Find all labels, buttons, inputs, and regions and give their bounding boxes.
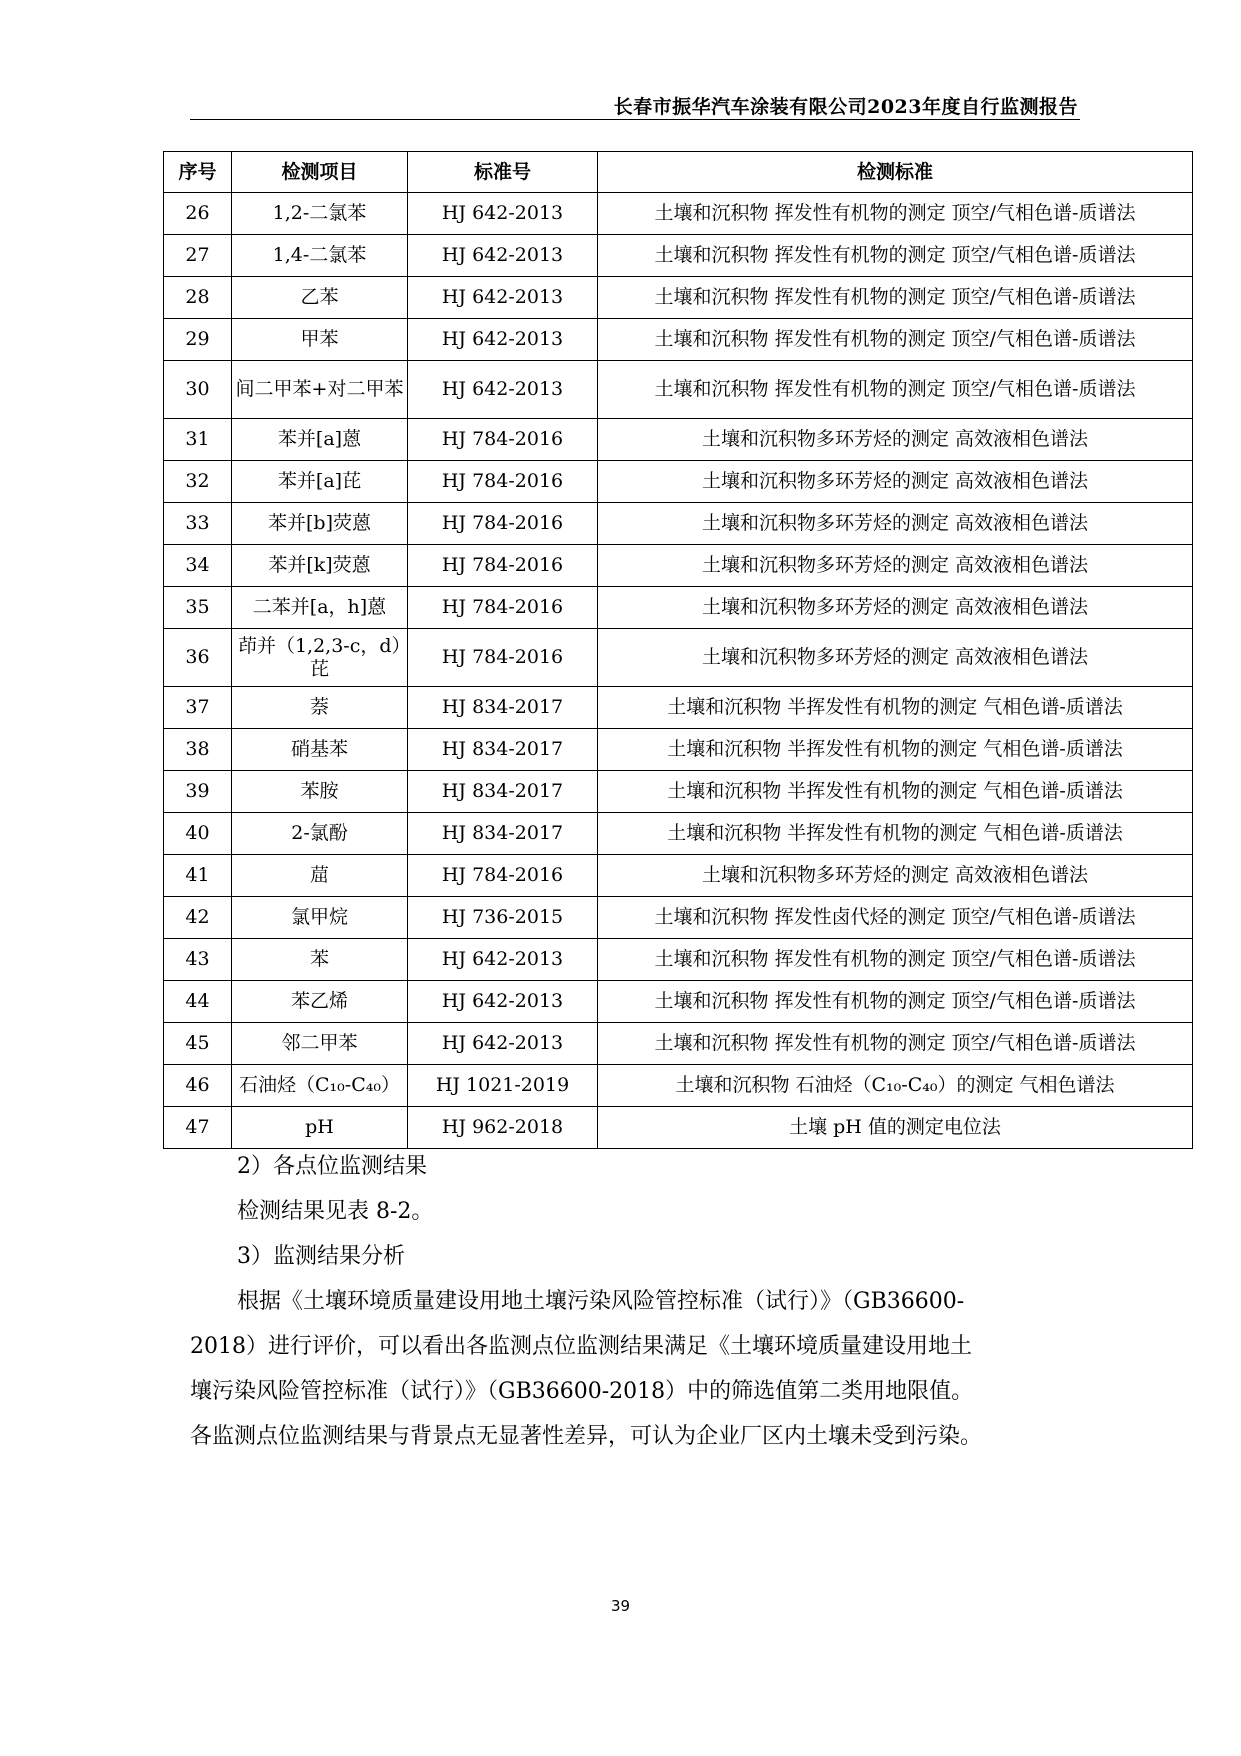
cell-no: 29 [164,319,232,361]
cell-no: 30 [164,361,232,419]
cell-standard: HJ 642-2013 [408,1023,598,1065]
cell-method: 土壤和沉积物多环芳烃的测定 高效液相色谱法 [598,629,1193,687]
cell-standard: HJ 642-2013 [408,277,598,319]
cell-item: 1,2-二氯苯 [232,193,408,235]
cell-method: 土壤和沉积物 挥发性有机物的测定 顶空/气相色谱-质谱法 [598,1023,1193,1065]
table-body [164,193,1193,1149]
table-row [164,587,1193,629]
page-number: 39 [610,1597,631,1615]
cell-no: 47 [164,1107,232,1149]
report-header-title: 长春市振华汽车涂装有限公司2023年度自行监测报告 [613,96,1078,118]
cell-item: 石油烃（C₁₀-C₄₀） [232,1065,408,1107]
cell-no: 31 [164,419,232,461]
cell-method: 土壤和沉积物多环芳烃的测定 高效液相色谱法 [598,545,1193,587]
cell-method: 土壤 pH 值的测定电位法 [598,1107,1193,1149]
cell-standard: HJ 642-2013 [408,235,598,277]
cell-item: 甲苯 [232,319,408,361]
cell-method: 土壤和沉积物 挥发性有机物的测定 顶空/气相色谱-质谱法 [598,277,1193,319]
cell-method: 土壤和沉积物多环芳烃的测定 高效液相色谱法 [598,503,1193,545]
cell-item: 苯乙烯 [232,981,408,1023]
body-text [190,1144,1080,1459]
cell-item: 萘 [232,687,408,729]
cell-method: 土壤和沉积物 挥发性有机物的测定 顶空/气相色谱-质谱法 [598,193,1193,235]
cell-standard: HJ 962-2018 [408,1107,598,1149]
cell-no: 37 [164,687,232,729]
cell-item: 苯胺 [232,771,408,813]
cell-method: 土壤和沉积物 石油烃（C₁₀-C₄₀）的测定 气相色谱法 [598,1065,1193,1107]
cell-standard: HJ 642-2013 [408,319,598,361]
cell-no: 43 [164,939,232,981]
cell-standard: HJ 834-2017 [408,729,598,771]
cell-no: 35 [164,587,232,629]
cell-standard: HJ 834-2017 [408,687,598,729]
cell-standard: HJ 736-2015 [408,897,598,939]
cell-no: 42 [164,897,232,939]
section-heading-results: 2）各点位监测结果 [237,1154,427,1179]
cell-standard: HJ 834-2017 [408,813,598,855]
analysis-line: 根据《土壤环境质量建设用地土壤污染风险管控标准（试行）》（GB36600- [237,1289,965,1314]
cell-standard: HJ 642-2013 [408,981,598,1023]
cell-standard: HJ 642-2013 [408,939,598,981]
cell-item: 茚并（1,2,3-c，d）芘 [232,629,408,687]
cell-item: 1,4-二氯苯 [232,235,408,277]
analysis-line: 2018）进行评价，可以看出各监测点位监测结果满足《土壤环境质量建设用地土 [190,1334,972,1359]
cell-standard: HJ 642-2013 [408,361,598,419]
cell-no: 36 [164,629,232,687]
cell-item: 苯并[a]芘 [232,461,408,503]
table-row [164,461,1193,503]
cell-method: 土壤和沉积物 挥发性有机物的测定 顶空/气相色谱-质谱法 [598,939,1193,981]
header-divider [190,119,1080,120]
cell-method: 土壤和沉积物 挥发性有机物的测定 顶空/气相色谱-质谱法 [598,981,1193,1023]
cell-item: 苯并[k]荧蒽 [232,545,408,587]
table-row [164,193,1193,235]
table-row [164,729,1193,771]
table-row [164,981,1193,1023]
table-row [164,629,1193,687]
table-row [164,855,1193,897]
table-row [164,771,1193,813]
cell-method: 土壤和沉积物多环芳烃的测定 高效液相色谱法 [598,855,1193,897]
cell-item: pH [232,1107,408,1149]
cell-method: 土壤和沉积物 半挥发性有机物的测定 气相色谱-质谱法 [598,687,1193,729]
cell-standard: HJ 642-2013 [408,193,598,235]
table-row [164,897,1193,939]
cell-standard: HJ 784-2016 [408,629,598,687]
cell-no: 34 [164,545,232,587]
table-row [164,813,1193,855]
col-header-no: 序号 [164,152,232,193]
table-row [164,1065,1193,1107]
cell-method: 土壤和沉积物 挥发性卤代烃的测定 顶空/气相色谱-质谱法 [598,897,1193,939]
cell-method: 土壤和沉积物多环芳烃的测定 高效液相色谱法 [598,419,1193,461]
cell-standard: HJ 784-2016 [408,587,598,629]
monitoring-items-table [163,151,1193,1149]
cell-standard: HJ 1021-2019 [408,1065,598,1107]
table-row [164,545,1193,587]
cell-no: 40 [164,813,232,855]
cell-item: 间二甲苯+对二甲苯 [232,361,408,419]
table-header-row [164,152,1193,193]
cell-no: 45 [164,1023,232,1065]
results-reference: 检测结果见表 8-2。 [237,1199,434,1224]
cell-no: 39 [164,771,232,813]
cell-method: 土壤和沉积物 半挥发性有机物的测定 气相色谱-质谱法 [598,813,1193,855]
cell-item: 苯 [232,939,408,981]
cell-no: 26 [164,193,232,235]
cell-method: 土壤和沉积物 挥发性有机物的测定 顶空/气相色谱-质谱法 [598,319,1193,361]
cell-standard: HJ 834-2017 [408,771,598,813]
cell-method: 土壤和沉积物 半挥发性有机物的测定 气相色谱-质谱法 [598,771,1193,813]
col-header-item: 检测项目 [232,152,408,193]
table-row [164,419,1193,461]
table-row [164,319,1193,361]
cell-standard: HJ 784-2016 [408,419,598,461]
cell-item: 邻二甲苯 [232,1023,408,1065]
cell-item: 乙苯 [232,277,408,319]
table-row [164,503,1193,545]
cell-no: 28 [164,277,232,319]
cell-method: 土壤和沉积物 半挥发性有机物的测定 气相色谱-质谱法 [598,729,1193,771]
cell-no: 46 [164,1065,232,1107]
cell-item: 䓛 [232,855,408,897]
table-row [164,277,1193,319]
cell-no: 32 [164,461,232,503]
table-row [164,1023,1193,1065]
table-row [164,1107,1193,1149]
table-row [164,235,1193,277]
cell-method: 土壤和沉积物 挥发性有机物的测定 顶空/气相色谱-质谱法 [598,235,1193,277]
cell-method: 土壤和沉积物多环芳烃的测定 高效液相色谱法 [598,461,1193,503]
cell-standard: HJ 784-2016 [408,545,598,587]
cell-item: 2-氯酚 [232,813,408,855]
cell-no: 38 [164,729,232,771]
cell-item: 苯并[a]蒽 [232,419,408,461]
cell-no: 33 [164,503,232,545]
cell-item: 二苯并[a，h]蒽 [232,587,408,629]
cell-item: 氯甲烷 [232,897,408,939]
analysis-line: 壤污染风险管控标准（试行）》（GB36600-2018）中的筛选值第二类用地限值。 [190,1379,974,1404]
col-header-method: 检测标准 [598,152,1193,193]
cell-standard: HJ 784-2016 [408,855,598,897]
cell-standard: HJ 784-2016 [408,503,598,545]
cell-no: 44 [164,981,232,1023]
cell-method: 土壤和沉积物多环芳烃的测定 高效液相色谱法 [598,587,1193,629]
cell-standard: HJ 784-2016 [408,461,598,503]
cell-method: 土壤和沉积物 挥发性有机物的测定 顶空/气相色谱-质谱法 [598,361,1193,419]
col-header-standard: 标准号 [408,152,598,193]
table-row [164,939,1193,981]
cell-no: 41 [164,855,232,897]
table-row [164,361,1193,419]
cell-item: 硝基苯 [232,729,408,771]
cell-item: 苯并[b]荧蒽 [232,503,408,545]
cell-no: 27 [164,235,232,277]
analysis-line: 各监测点位监测结果与背景点无显著性差异，可认为企业厂区内土壤未受到污染。 [190,1424,983,1449]
table-row [164,687,1193,729]
section-heading-analysis: 3）监测结果分析 [237,1244,405,1269]
